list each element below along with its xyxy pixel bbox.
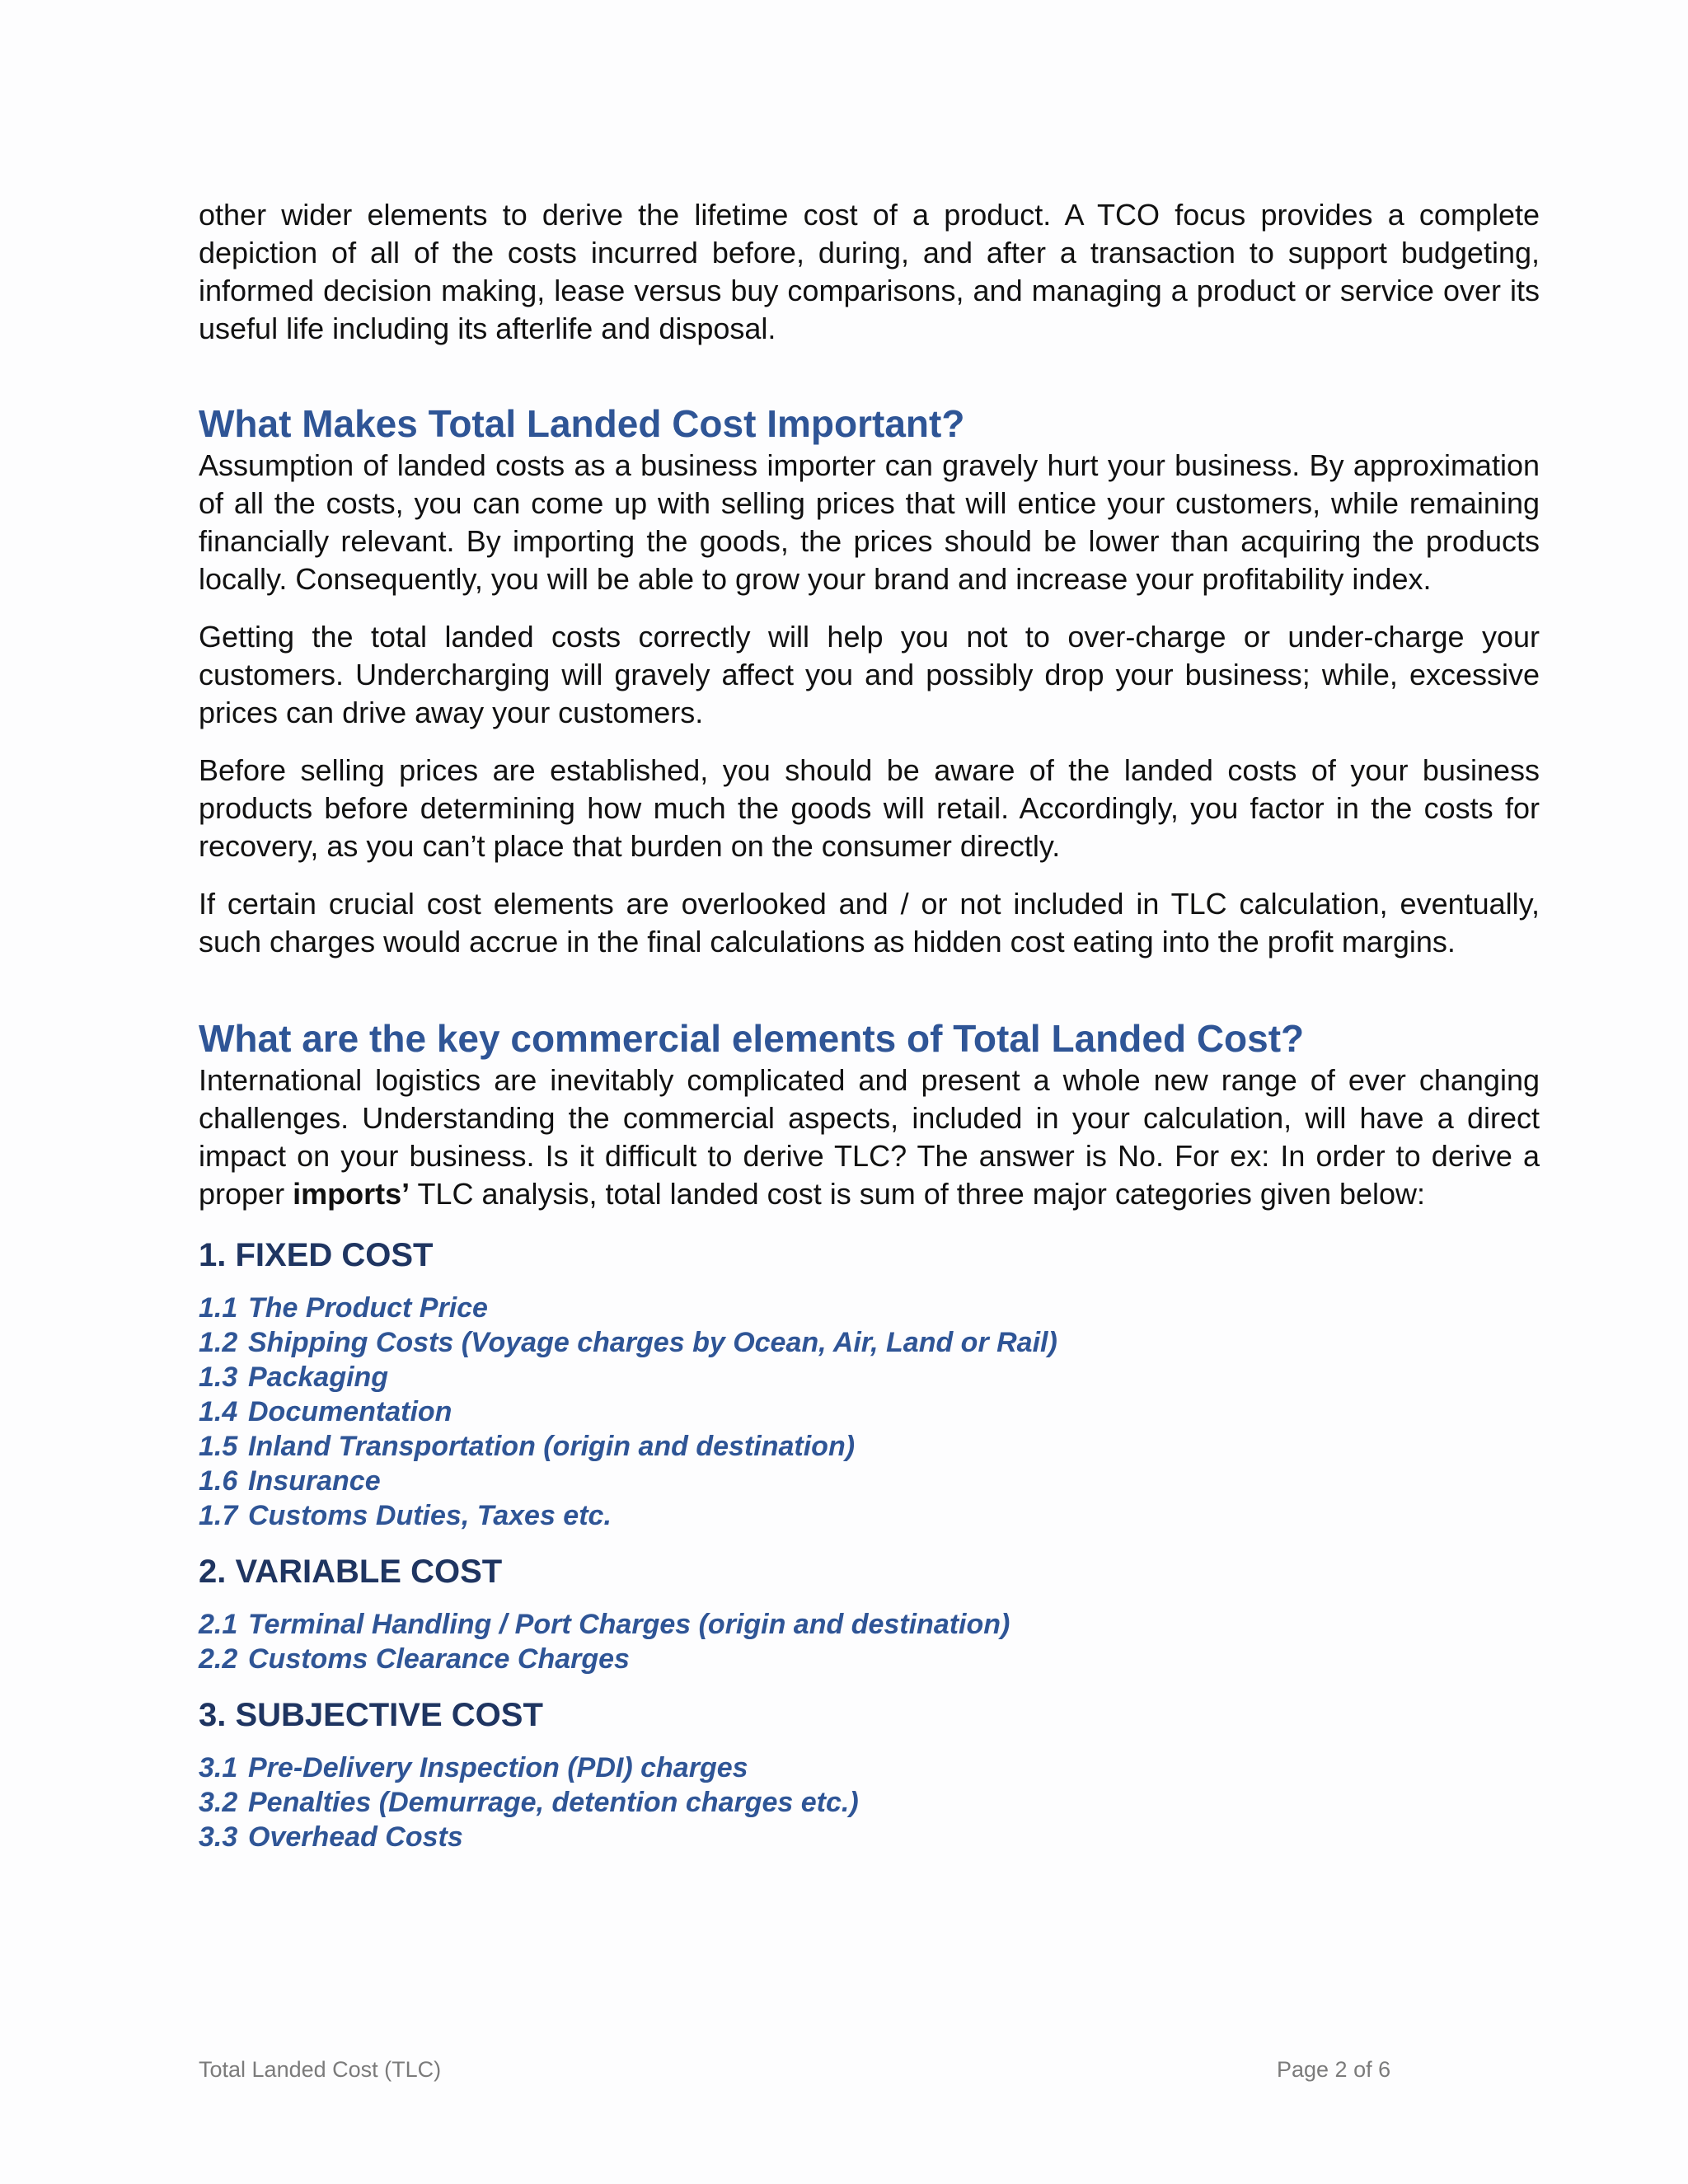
item-label: Shipping Costs (Voyage charges by Ocean, Air, Land or Rail) xyxy=(248,1327,1057,1358)
item-number: 1.3 xyxy=(199,1361,238,1393)
list-item xyxy=(199,1642,1540,1676)
list-item xyxy=(199,1607,1540,1642)
intro-text: International logistics are inevitably complicated and present a whole new range of ever changing challenges. Understanding the commercial aspects, included in your calculation, will have a direct impact on your business. Is it difficult to derive TLC? The answer is No. For ex: In order to derive a proper xyxy=(199,1063,1540,1211)
item-number: 3.1 xyxy=(199,1752,238,1783)
section-heading-elements: What are the key commercial elements of Total Landed Cost? xyxy=(199,1017,1305,1060)
bold-term: imports’ xyxy=(293,1177,410,1211)
list-item xyxy=(199,1360,1540,1394)
page-number: Page 2 of 6 xyxy=(1277,2057,1391,2082)
paragraph: Assumption of landed costs as a business importer can gravely hurt your business. By approximation of all the costs, you can come up with selling prices that will entice your customers, while remaining financially relevant. By importing the goods, the prices should be lower than acquiring the products locally. Consequently, you will be able to grow your brand and increase your profitability index. xyxy=(199,448,1540,596)
item-label: Documentation xyxy=(248,1396,452,1427)
item-label: Customs Duties, Taxes etc. xyxy=(248,1500,612,1531)
paragraph: Before selling prices are established, you should be aware of the landed costs of your business products before determining how much the goods will retail. Accordingly, you factor in the costs for recovery, as you can’t place that burden on the consumer directly. xyxy=(199,753,1540,863)
item-number: 1.6 xyxy=(199,1465,238,1497)
item-label: Overhead Costs xyxy=(248,1821,463,1853)
item-label: The Product Price xyxy=(248,1292,488,1324)
list-item xyxy=(199,1429,1540,1464)
category-heading: 1. FIXED COST xyxy=(199,1237,434,1273)
list-item xyxy=(199,1464,1540,1498)
page-content xyxy=(199,196,1540,1854)
item-number: 2.2 xyxy=(199,1643,238,1675)
item-label: Inland Transportation (origin and destination) xyxy=(248,1431,856,1462)
variable-cost-list xyxy=(199,1607,1540,1676)
section-heading-importance: What Makes Total Landed Cost Important? xyxy=(199,402,965,445)
item-label: Terminal Handling / Port Charges (origin and destination) xyxy=(248,1609,1010,1640)
intro-paragraph: other wider elements to derive the lifetime cost of a product. A TCO focus provides a complete depiction of all of the costs incurred before, during, and after a transaction to support budgeting, informed decision making, lease versus buy comparisons, and managing a product or service over its useful life including its afterlife and disposal. xyxy=(199,198,1540,345)
item-label: Insurance xyxy=(248,1465,381,1497)
list-item xyxy=(199,1394,1540,1429)
item-number: 3.2 xyxy=(199,1787,238,1818)
item-label: Pre-Delivery Inspection (PDI) charges xyxy=(248,1752,748,1783)
subjective-cost-list xyxy=(199,1750,1540,1854)
item-number: 1.4 xyxy=(199,1396,238,1427)
list-item xyxy=(199,1820,1540,1854)
category-heading: 3. SUBJECTIVE COST xyxy=(199,1697,543,1733)
category-heading: 2. VARIABLE COST xyxy=(199,1554,503,1590)
item-label: Customs Clearance Charges xyxy=(248,1643,630,1675)
paragraph: Getting the total landed costs correctly will help you not to over-charge or under-charge your customers. Undercharging will gravely affect you and possibly drop your business; while, excessive prices can drive away your customers. xyxy=(199,620,1540,729)
list-item xyxy=(199,1498,1540,1533)
item-number: 3.3 xyxy=(199,1821,238,1853)
list-item xyxy=(199,1785,1540,1820)
item-label: Packaging xyxy=(248,1361,389,1393)
footer-title: Total Landed Cost (TLC) xyxy=(199,2057,442,2082)
paragraph xyxy=(199,1062,1540,1213)
item-number: 1.2 xyxy=(199,1327,238,1358)
list-item xyxy=(199,1750,1540,1785)
item-number: 1.5 xyxy=(199,1431,238,1462)
item-label: Penalties (Demurrage, detention charges etc.) xyxy=(248,1787,859,1818)
fixed-cost-list xyxy=(199,1291,1540,1533)
item-number: 2.1 xyxy=(199,1609,238,1640)
list-item xyxy=(199,1325,1540,1360)
list-item xyxy=(199,1291,1540,1325)
item-number: 1.7 xyxy=(199,1500,238,1531)
intro-text-end: TLC analysis, total landed cost is sum of three major categories given below: xyxy=(410,1177,1426,1211)
item-number: 1.1 xyxy=(199,1292,238,1324)
paragraph: If certain crucial cost elements are overlooked and / or not included in TLC calculation, eventually, such charges would accrue in the final calculations as hidden cost eating into the profit margins. xyxy=(199,887,1540,958)
